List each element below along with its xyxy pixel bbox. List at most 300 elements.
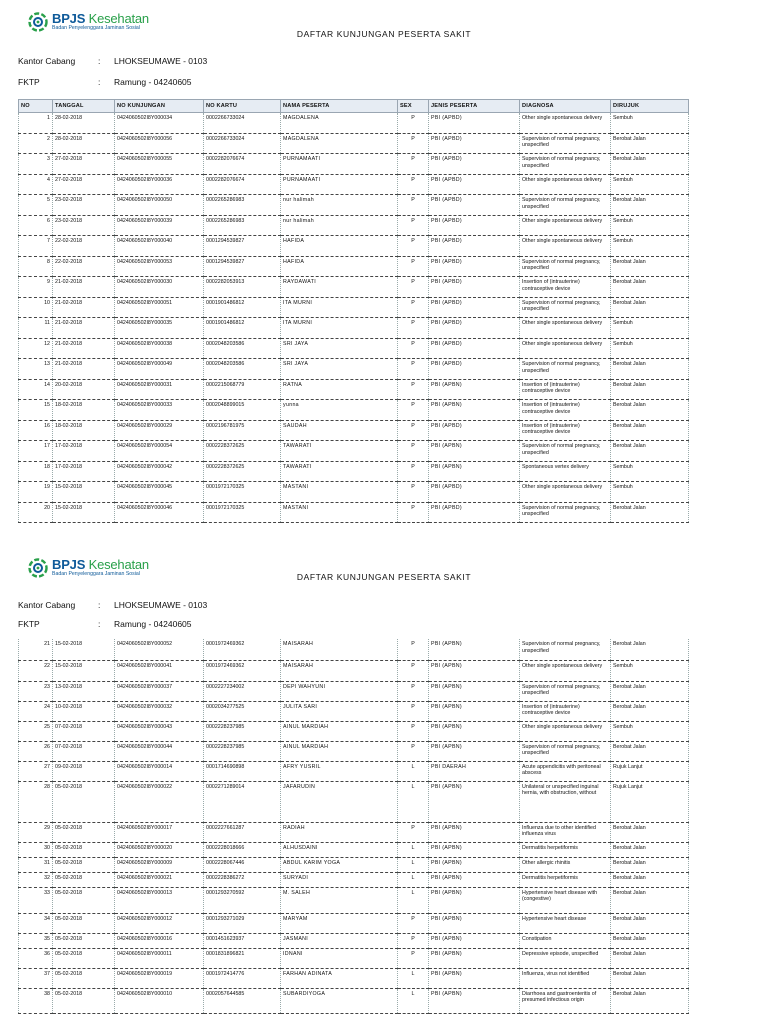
cell-no-kunjungan: 0424060502I8Y000045	[115, 482, 204, 503]
cell-no: 24	[19, 701, 53, 721]
cell-tanggal: 21-02-2018	[53, 318, 115, 339]
cell-diagnosa: Supervision of normal pregnancy, unspecified	[520, 297, 611, 318]
cell-no-kartu: 0001451623937	[204, 933, 281, 948]
cell-nama-peserta: PURNAMAATI	[281, 154, 398, 175]
cell-tanggal: 07-02-2018	[53, 721, 115, 741]
cell-jenis-peserta: PBI (APBN)	[429, 933, 520, 948]
cell-diagnosa: Supervision of normal pregnancy, unspecified	[520, 681, 611, 701]
cell-nama-peserta: TAWARATI	[281, 461, 398, 482]
cell-sex: P	[398, 933, 429, 948]
cell-no-kunjungan: 0424060502I8Y000043	[115, 721, 204, 741]
cell-tanggal: 05-02-2018	[53, 933, 115, 948]
cell-jenis-peserta: PBI (APBD)	[429, 154, 520, 175]
cell-diagnosa: Supervision of normal pregnancy, unspecified	[520, 154, 611, 175]
cell-dirujuk: Berobat Jalan	[611, 933, 689, 948]
kantor-cabang-label: Kantor Cabang	[18, 56, 76, 66]
table-row	[19, 933, 689, 948]
cell-nama-peserta: nur halimah	[281, 215, 398, 236]
cell-sex: P	[398, 822, 429, 842]
cell-no-kartu: 0001714690898	[204, 761, 281, 781]
cell-diagnosa: Supervision of normal pregnancy, unspecified	[520, 195, 611, 216]
cell-nama-peserta: AFRY YUSRIL	[281, 761, 398, 781]
cell-sex: P	[398, 461, 429, 482]
kantor-cabang-row	[18, 56, 207, 66]
cell-tanggal: 05-02-2018	[53, 948, 115, 968]
cell-no-kartu: 0002228067446	[204, 857, 281, 872]
cell-nama-peserta: SUBARDIYOGA	[281, 988, 398, 1013]
cell-no: 8	[19, 256, 53, 277]
cell-jenis-peserta: PBI (APBD)	[429, 195, 520, 216]
table-row	[19, 872, 689, 887]
cell-tanggal: 28-02-2018	[53, 133, 115, 154]
cell-tanggal: 05-02-2018	[53, 842, 115, 857]
kantor-cabang-label: Kantor Cabang	[18, 600, 76, 610]
cell-dirujuk: Berobat Jalan	[611, 741, 689, 761]
fktp-colon: :	[98, 77, 101, 87]
column-header-sex: SEX	[398, 100, 429, 113]
cell-sex: P	[398, 639, 429, 660]
cell-no-kartu: 0001972414776	[204, 968, 281, 988]
cell-jenis-peserta: PBI (APBN)	[429, 948, 520, 968]
cell-no-kartu: 0002266733024	[204, 113, 281, 134]
cell-no: 3	[19, 154, 53, 175]
table-row	[19, 721, 689, 741]
cell-no: 4	[19, 174, 53, 195]
cell-jenis-peserta: PBI (APBN)	[429, 639, 520, 660]
cell-diagnosa: Influenza due to other identified influenza virus	[520, 822, 611, 842]
fktp-value: Ramung - 04240605	[114, 619, 192, 629]
cell-nama-peserta: SAUDAH	[281, 420, 398, 441]
cell-no: 26	[19, 741, 53, 761]
cell-sex: L	[398, 887, 429, 913]
cell-dirujuk: Berobat Jalan	[611, 872, 689, 887]
cell-tanggal: 21-02-2018	[53, 338, 115, 359]
cell-no-kunjungan: 0424060502I8Y000051	[115, 297, 204, 318]
cell-sex: P	[398, 236, 429, 257]
cell-sex: L	[398, 781, 429, 822]
cell-diagnosa: Unilateral or unspecified inguinal hernia, with obstruction, without	[520, 781, 611, 822]
cell-no-kartu: 0001972170325	[204, 482, 281, 503]
cell-no-kunjungan: 0424060502I8Y000021	[115, 872, 204, 887]
cell-no-kartu: 0001831896821	[204, 948, 281, 968]
table-row	[19, 857, 689, 872]
cell-diagnosa: Insertion of (intrauterine) contraceptive device	[520, 701, 611, 721]
cell-no-kartu: 0002196781975	[204, 420, 281, 441]
cell-sex: P	[398, 215, 429, 236]
table-row	[19, 256, 689, 277]
kantor-cabang-value: LHOKSEUMAWE - 0103	[114, 56, 208, 66]
table-row	[19, 277, 689, 298]
cell-nama-peserta: ITA MURNI	[281, 318, 398, 339]
cell-tanggal: 23-02-2018	[53, 195, 115, 216]
cell-no: 14	[19, 379, 53, 400]
cell-no-kunjungan: 0424060502I8Y000034	[115, 113, 204, 134]
cell-diagnosa: Other single spontaneous delivery	[520, 721, 611, 741]
cell-dirujuk: Berobat Jalan	[611, 359, 689, 380]
table-row	[19, 887, 689, 913]
cell-no-kunjungan: 0424060502I8Y000016	[115, 933, 204, 948]
cell-no-kartu: 0002227661287	[204, 822, 281, 842]
cell-tanggal: 05-02-2018	[53, 968, 115, 988]
cell-dirujuk: Sembuh	[611, 721, 689, 741]
cell-dirujuk: Berobat Jalan	[611, 822, 689, 842]
cell-sex: P	[398, 701, 429, 721]
table-row	[19, 236, 689, 257]
cell-no: 7	[19, 236, 53, 257]
cell-dirujuk: Sembuh	[611, 215, 689, 236]
cell-diagnosa: Supervision of normal pregnancy, unspecified	[520, 256, 611, 277]
cell-nama-peserta: RADIAH	[281, 822, 398, 842]
kantor-cabang-value: LHOKSEUMAWE - 0103	[114, 600, 208, 610]
column-header-dirujuk: DIRUJUK	[611, 100, 689, 113]
cell-no-kartu: 0001901486812	[204, 318, 281, 339]
logo-brand-kesehatan: Kesehatan	[88, 11, 149, 27]
cell-no-kunjungan: 0424060502I8Y000035	[115, 318, 204, 339]
cell-tanggal: 18-02-2018	[53, 420, 115, 441]
fktp-row	[18, 619, 192, 629]
table-row	[19, 113, 689, 134]
cell-dirujuk: Berobat Jalan	[611, 441, 689, 462]
cell-no-kunjungan: 0424060502I8Y000017	[115, 822, 204, 842]
cell-no-kartu: 0002228386272	[204, 872, 281, 887]
cell-dirujuk: Berobat Jalan	[611, 988, 689, 1013]
cell-no: 19	[19, 482, 53, 503]
cell-nama-peserta: FARHAN ADINATA	[281, 968, 398, 988]
cell-no-kunjungan: 0424060502I8Y000022	[115, 781, 204, 822]
cell-diagnosa: Supervision of normal pregnancy, unspecified	[520, 639, 611, 660]
cell-tanggal: 28-02-2018	[53, 113, 115, 134]
document-title: DAFTAR KUNJUNGAN PESERTA SAKIT	[296, 29, 472, 39]
cell-no-kunjungan: 0424060502I8Y000012	[115, 913, 204, 933]
cell-diagnosa: Supervision of normal pregnancy, unspecified	[520, 741, 611, 761]
table-row	[19, 400, 689, 421]
cell-nama-peserta: MAISARAH	[281, 639, 398, 660]
cell-tanggal: 20-02-2018	[53, 379, 115, 400]
cell-no: 11	[19, 318, 53, 339]
fktp-row	[18, 77, 192, 87]
table-row	[19, 948, 689, 968]
cell-no: 18	[19, 461, 53, 482]
cell-diagnosa: Supervision of normal pregnancy, unspecified	[520, 133, 611, 154]
cell-no-kartu: 0002048203586	[204, 359, 281, 380]
cell-sex: L	[398, 857, 429, 872]
cell-sex: P	[398, 195, 429, 216]
cell-diagnosa: Insertion of (intrauterine) contraceptive device	[520, 420, 611, 441]
cell-diagnosa: Insertion of (intrauterine) contraceptive device	[520, 379, 611, 400]
table-body-page-2	[19, 639, 689, 1013]
cell-diagnosa: Constipation	[520, 933, 611, 948]
fktp-value: Ramung - 04240605	[114, 77, 192, 87]
cell-nama-peserta: JAFARUDIN	[281, 781, 398, 822]
cell-nama-peserta: SRI JAYA	[281, 359, 398, 380]
cell-sex: L	[398, 842, 429, 857]
cell-diagnosa: Insertion of (intrauterine) contraceptive device	[520, 277, 611, 298]
table-body-page-1	[19, 113, 689, 523]
cell-sex: L	[398, 872, 429, 887]
cell-no: 35	[19, 933, 53, 948]
cell-tanggal: 15-02-2018	[53, 502, 115, 523]
cell-jenis-peserta: PBI (APBN)	[429, 400, 520, 421]
cell-no-kunjungan: 0424060502I8Y000009	[115, 857, 204, 872]
cell-no-kartu: 0001972469362	[204, 660, 281, 681]
cell-no-kartu: 0001972170325	[204, 502, 281, 523]
cell-jenis-peserta: PBI (APBD)	[429, 133, 520, 154]
kantor-cabang-colon: :	[98, 56, 101, 66]
table-row	[19, 681, 689, 701]
cell-jenis-peserta: PBI (APBD)	[429, 420, 520, 441]
cell-diagnosa: Other single spontaneous delivery	[520, 318, 611, 339]
cell-dirujuk: Berobat Jalan	[611, 948, 689, 968]
cell-dirujuk: Berobat Jalan	[611, 842, 689, 857]
cell-tanggal: 15-02-2018	[53, 639, 115, 660]
cell-no-kunjungan: 0424060502I8Y000014	[115, 761, 204, 781]
fktp-label: FKTP	[18, 619, 40, 629]
cell-nama-peserta: SURYADI	[281, 872, 398, 887]
cell-dirujuk: Berobat Jalan	[611, 195, 689, 216]
cell-no-kunjungan: 0424060502I8Y000038	[115, 338, 204, 359]
cell-no-kunjungan: 0424060502I8Y000044	[115, 741, 204, 761]
cell-no-kartu: 0002034277525	[204, 701, 281, 721]
cell-dirujuk: Berobat Jalan	[611, 297, 689, 318]
cell-dirujuk: Sembuh	[611, 338, 689, 359]
cell-tanggal: 21-02-2018	[53, 359, 115, 380]
cell-diagnosa: Dermatitis herpetiformis	[520, 872, 611, 887]
cell-jenis-peserta: PBI (APBD)	[429, 318, 520, 339]
cell-jenis-peserta: PBI (APBD)	[429, 277, 520, 298]
cell-nama-peserta: ITA MURNI	[281, 297, 398, 318]
table-row	[19, 420, 689, 441]
cell-no-kartu: 0002228372625	[204, 461, 281, 482]
cell-nama-peserta: RAYDAWATI	[281, 277, 398, 298]
cell-no: 38	[19, 988, 53, 1013]
cell-tanggal: 09-02-2018	[53, 761, 115, 781]
cell-dirujuk: Berobat Jalan	[611, 256, 689, 277]
cell-no-kunjungan: 0424060502I8Y000054	[115, 441, 204, 462]
cell-jenis-peserta: PBI (APBN)	[429, 822, 520, 842]
cell-no-kunjungan: 0424060502I8Y000013	[115, 887, 204, 913]
cell-tanggal: 27-02-2018	[53, 174, 115, 195]
table-row	[19, 174, 689, 195]
cell-dirujuk: Berobat Jalan	[611, 639, 689, 660]
cell-nama-peserta: JULITA SARI	[281, 701, 398, 721]
cell-no-kunjungan: 0424060502I8Y000020	[115, 842, 204, 857]
cell-no: 22	[19, 660, 53, 681]
cell-diagnosa: Other single spontaneous delivery	[520, 236, 611, 257]
cell-no: 15	[19, 400, 53, 421]
cell-no-kartu: 0002048203586	[204, 338, 281, 359]
cell-nama-peserta: MAGDALENA	[281, 133, 398, 154]
cell-no-kunjungan: 0424060502I8Y000042	[115, 461, 204, 482]
cell-no-kartu: 0002228237985	[204, 721, 281, 741]
cell-no-kartu: 0002282076674	[204, 154, 281, 175]
cell-dirujuk: Berobat Jalan	[611, 857, 689, 872]
cell-sex: P	[398, 297, 429, 318]
cell-nama-peserta: AINUL MARDIAH	[281, 721, 398, 741]
cell-no-kunjungan: 0424060502I8Y000029	[115, 420, 204, 441]
cell-no: 36	[19, 948, 53, 968]
table-row	[19, 195, 689, 216]
cell-diagnosa: Other single spontaneous delivery	[520, 482, 611, 503]
cell-no-kunjungan: 0424060502I8Y000011	[115, 948, 204, 968]
cell-diagnosa: Other single spontaneous delivery	[520, 338, 611, 359]
cell-nama-peserta: RATNA	[281, 379, 398, 400]
cell-dirujuk: Rujuk Lanjut	[611, 761, 689, 781]
cell-jenis-peserta: PBI (APBN)	[429, 441, 520, 462]
table-row	[19, 461, 689, 482]
cell-tanggal: 23-02-2018	[53, 215, 115, 236]
cell-nama-peserta: ALHUSDAINI	[281, 842, 398, 857]
cell-no: 1	[19, 113, 53, 134]
cell-no: 27	[19, 761, 53, 781]
cell-no-kartu: 0002265286983	[204, 195, 281, 216]
cell-tanggal: 22-02-2018	[53, 256, 115, 277]
cell-no-kartu: 0001293270592	[204, 887, 281, 913]
column-header-no: NO	[19, 100, 53, 113]
report-page-2	[0, 540, 768, 1024]
logo-brand-bpjs: BPJS	[52, 557, 86, 573]
logo-subtitle: Badan Penyelenggara Jaminan Sosial	[52, 571, 140, 578]
cell-sex: P	[398, 338, 429, 359]
table-row	[19, 133, 689, 154]
cell-nama-peserta: MARYAM	[281, 913, 398, 933]
cell-sex: P	[398, 256, 429, 277]
cell-tanggal: 22-02-2018	[53, 236, 115, 257]
cell-no: 13	[19, 359, 53, 380]
logo-subtitle: Badan Penyelenggara Jaminan Sosial	[52, 25, 140, 32]
cell-no-kartu: 0002057644585	[204, 988, 281, 1013]
cell-dirujuk: Sembuh	[611, 318, 689, 339]
cell-no: 2	[19, 133, 53, 154]
column-header-nama-peserta: NAMA PESERTA	[281, 100, 398, 113]
cell-tanggal: 05-02-2018	[53, 988, 115, 1013]
cell-sex: P	[398, 482, 429, 503]
cell-no-kunjungan: 0424060502I8Y000036	[115, 174, 204, 195]
cell-tanggal: 27-02-2018	[53, 154, 115, 175]
cell-diagnosa: Other single spontaneous delivery	[520, 174, 611, 195]
cell-tanggal: 15-02-2018	[53, 482, 115, 503]
column-header-tanggal: TANGGAL	[53, 100, 115, 113]
cell-no-kunjungan: 0424060502I8Y000032	[115, 701, 204, 721]
table-row	[19, 701, 689, 721]
cell-no: 16	[19, 420, 53, 441]
cell-nama-peserta: MAGDALENA	[281, 113, 398, 134]
cell-jenis-peserta: PBI (APBD)	[429, 215, 520, 236]
cell-no: 17	[19, 441, 53, 462]
cell-diagnosa: Hypertensive heart disease with (congestive)	[520, 887, 611, 913]
cell-sex: P	[398, 277, 429, 298]
cell-jenis-peserta: PBI (APBN)	[429, 988, 520, 1013]
cell-tanggal: 18-02-2018	[53, 400, 115, 421]
cell-sex: P	[398, 681, 429, 701]
cell-dirujuk: Sembuh	[611, 113, 689, 134]
cell-dirujuk: Berobat Jalan	[611, 502, 689, 523]
cell-dirujuk: Berobat Jalan	[611, 154, 689, 175]
cell-dirujuk: Berobat Jalan	[611, 887, 689, 913]
cell-no-kartu: 0002228018666	[204, 842, 281, 857]
cell-sex: P	[398, 741, 429, 761]
cell-dirujuk: Berobat Jalan	[611, 133, 689, 154]
cell-no: 29	[19, 822, 53, 842]
column-header-no-kartu: NO KARTU	[204, 100, 281, 113]
cell-sex: P	[398, 441, 429, 462]
cell-dirujuk: Sembuh	[611, 660, 689, 681]
table-row	[19, 502, 689, 523]
table-row	[19, 215, 689, 236]
cell-nama-peserta: JASMANI	[281, 933, 398, 948]
cell-no-kunjungan: 0424060502I8Y000041	[115, 660, 204, 681]
cell-no-kartu: 0002228237985	[204, 741, 281, 761]
cell-no: 31	[19, 857, 53, 872]
visits-table-page-2	[18, 639, 689, 1014]
cell-tanggal: 05-02-2018	[53, 887, 115, 913]
cell-no: 30	[19, 842, 53, 857]
cell-dirujuk: Berobat Jalan	[611, 681, 689, 701]
cell-jenis-peserta: PBI (APBN)	[429, 701, 520, 721]
cell-jenis-peserta: PBI (APBD)	[429, 338, 520, 359]
cell-diagnosa: Influenza, virus not identified	[520, 968, 611, 988]
cell-dirujuk: Berobat Jalan	[611, 400, 689, 421]
cell-nama-peserta: PURNAMAATI	[281, 174, 398, 195]
cell-jenis-peserta: PBI (APBD)	[429, 256, 520, 277]
cell-jenis-peserta: PBI (APBD)	[429, 113, 520, 134]
cell-no: 34	[19, 913, 53, 933]
cell-no-kunjungan: 0424060502I8Y000039	[115, 215, 204, 236]
cell-tanggal: 05-02-2018	[53, 872, 115, 887]
cell-no-kartu: 0002282076674	[204, 174, 281, 195]
table-row	[19, 318, 689, 339]
cell-nama-peserta: TAWARATI	[281, 441, 398, 462]
cell-dirujuk: Berobat Jalan	[611, 420, 689, 441]
cell-no: 6	[19, 215, 53, 236]
cell-tanggal: 05-02-2018	[53, 822, 115, 842]
table-row	[19, 338, 689, 359]
cell-tanggal: 21-02-2018	[53, 297, 115, 318]
cell-no-kunjungan: 0424060502I8Y000046	[115, 502, 204, 523]
table-row	[19, 441, 689, 462]
cell-no-kartu: 0002048899015	[204, 400, 281, 421]
cell-tanggal: 13-02-2018	[53, 681, 115, 701]
logo-brand-kesehatan: Kesehatan	[88, 557, 149, 573]
cell-no-kunjungan: 0424060502I8Y000030	[115, 277, 204, 298]
table-row	[19, 822, 689, 842]
cell-nama-peserta: DEPI WAHYUNI	[281, 681, 398, 701]
visits-table-page-1	[18, 99, 689, 523]
cell-no: 9	[19, 277, 53, 298]
cell-nama-peserta: ABDUL KARIM YOGA	[281, 857, 398, 872]
cell-no-kartu: 0002265286983	[204, 215, 281, 236]
cell-jenis-peserta: PBI (APBN)	[429, 872, 520, 887]
table-row	[19, 781, 689, 822]
cell-no-kartu: 0002282053913	[204, 277, 281, 298]
column-header-no-kunjungan: NO KUNJUNGAN	[115, 100, 204, 113]
cell-no-kunjungan: 0424060502I8Y000033	[115, 400, 204, 421]
cell-sex: P	[398, 400, 429, 421]
cell-no-kartu: 0001294539827	[204, 256, 281, 277]
cell-sex: P	[398, 913, 429, 933]
kantor-cabang-row	[18, 600, 207, 610]
cell-diagnosa: Insertion of (intrauterine) contraceptive device	[520, 400, 611, 421]
cell-tanggal: 21-02-2018	[53, 277, 115, 298]
cell-jenis-peserta: PBI (APBN)	[429, 781, 520, 822]
cell-sex: L	[398, 761, 429, 781]
document-title: DAFTAR KUNJUNGAN PESERTA SAKIT	[296, 572, 472, 582]
cell-dirujuk: Sembuh	[611, 174, 689, 195]
cell-tanggal: 07-02-2018	[53, 741, 115, 761]
cell-nama-peserta: HAFIDA	[281, 236, 398, 257]
table-row	[19, 913, 689, 933]
table-row	[19, 968, 689, 988]
cell-tanggal: 10-02-2018	[53, 701, 115, 721]
